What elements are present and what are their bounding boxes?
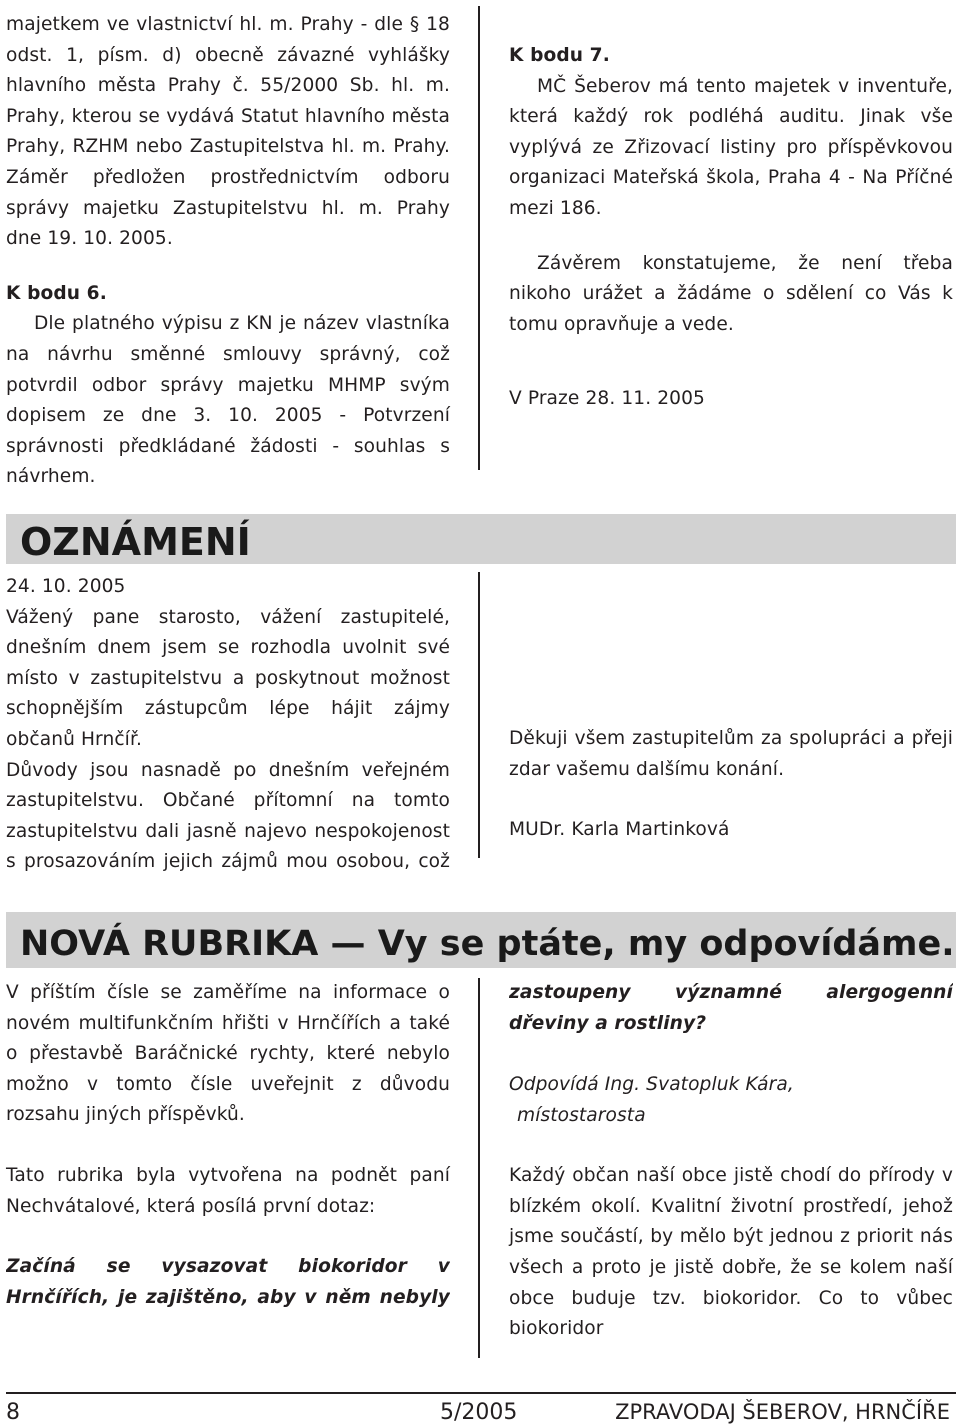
oznameni-text-overflow [509, 572, 953, 694]
page-number: 8 [6, 1400, 20, 1425]
k-bodu-6-heading: K bodu 6. [6, 282, 107, 304]
rubrika-left-column [6, 978, 450, 1314]
footer-rule [6, 1392, 956, 1394]
oznameni-left-column [6, 572, 450, 878]
rubrika-title: NOVÁ RUBRIKA — Vy se ptáte, my odpovídáme. [20, 924, 955, 964]
k-bodu-7-heading: K bodu 7. [509, 45, 610, 66]
rubrika-question-overflow [509, 978, 953, 1040]
oznameni-right-column [509, 572, 953, 846]
rubrika-question-overflow-inner: zastoupeny významné alergogenní dřeviny a rostliny? [509, 982, 953, 1034]
oznameni-text: Vážený pane starosto, vážení zastupitelé, dnešním dnem jsem se rozhodla uvolnit své místo v zastupitelstvu a poskytnout možnost schopnějším zástupcům lépe hájit zájmy občanů Hrnčíř. [6, 606, 450, 750]
k-bodu-7-text: MČ Šeberov má tento majetek v inventuře, která každý rok podléhá auditu. Jinak vše vyplývá ze Zřizovací listiny pro příspěvkovou organizaci Mateřská škola, Praha 4 - Na Příčné mezi 186. [509, 75, 953, 219]
conclusion-text: Závěrem konstatujeme, že není třeba nikoho urážet a žádáme o sdělení co Vás k tomu opravňuje a vede. [509, 252, 953, 335]
rubrika-column-divider [478, 978, 480, 1358]
signature: MUDr. Karla Martinková [509, 819, 730, 841]
continued-paragraph: majetkem ve vlastnictví hl. m. Prahy - dle § 18 odst. 1, písm. d) obecně závazné vyhlášky hlavního města Prahy č. 55/2000 Sb. hl. m. Prahy, kterou se vydává Statut hlavního města Prahy, RZHM nebo Zastupitelstva hl. m. Prahy. Záměr předložen prostřednictvím odboru správy majetku Zastupitelstvu hl. m. Prahy dne 19. 10. 2005. [6, 14, 450, 250]
oznameni-text-continued: Důvody jsou nasnadě po dnešním veřejném zastupitelstvu. Občané přítomní na tomto zastupitelstvu dali jasně najevo nespokojenost s prosazováním jejich zájmů mou osobou, což [6, 759, 450, 873]
top-left-column [6, 10, 450, 493]
oznameni-column-divider [478, 572, 480, 858]
rubrika-origin: Tato rubrika byla vytvořena na podnět paní Nechvátalové, která posílá první dotaz: [6, 1164, 450, 1217]
thanks-text: Děkuji všem zastupitelům za spolupráci a přeji zdar vašemu dalšímu konání. [509, 728, 953, 780]
rubrika-answer: Každý občan naší obce jistě chodí do přírody v blízkém okolí. Kvalitní životní prostředí, jehož jsme součástí, by mělo být jednou z priorit nás všech a proto je jistě dobře, že se kolem naší obce buduje tzv. biokoridor. Co to vůbec biokoridor [509, 1165, 953, 1340]
k-bodu-6-text: Dle platného výpisu z KN je název vlastníka na návrhu směnné smlouvy správný, což potvrdil odbor správy majetku MHMP svým dopisem ze dne 3. 10. 2005 - Potvrzení správnosti předkládané žádosti - souhlas s návrhem. [6, 313, 450, 488]
issue-number: 5/2005 [440, 1400, 518, 1425]
oznameni-date: 24. 10. 2005 [6, 576, 126, 597]
date-line: V Praze 28. 11. 2005 [509, 388, 705, 410]
publication-name: ZPRAVODAJ ŠEBEROV, HRNČÍŘE [615, 1400, 950, 1424]
respondent: Odpovídá Ing. Svatopluk Kára, [509, 1074, 794, 1095]
respondent-role: místostarosta [517, 1104, 646, 1126]
top-column-divider [478, 6, 480, 470]
top-right-column [509, 41, 953, 415]
rubrika-intro: V příštím čísle se zaměříme na informace o novém multifunkčním hřišti v Hrnčířích a také o přestavbě Baráčnické rychty, které nebylo možno v tomto čísle uveřejnit z důvodu rozsahu jiných příspěvků. [6, 982, 450, 1126]
oznameni-title: OZNÁMENÍ [20, 520, 251, 564]
rubrika-question: Začíná se vysazovat biokoridor v Hrnčířích, je zajištěno, aby v něm nebyly [6, 1256, 450, 1308]
rubrika-right-column [509, 978, 953, 1345]
